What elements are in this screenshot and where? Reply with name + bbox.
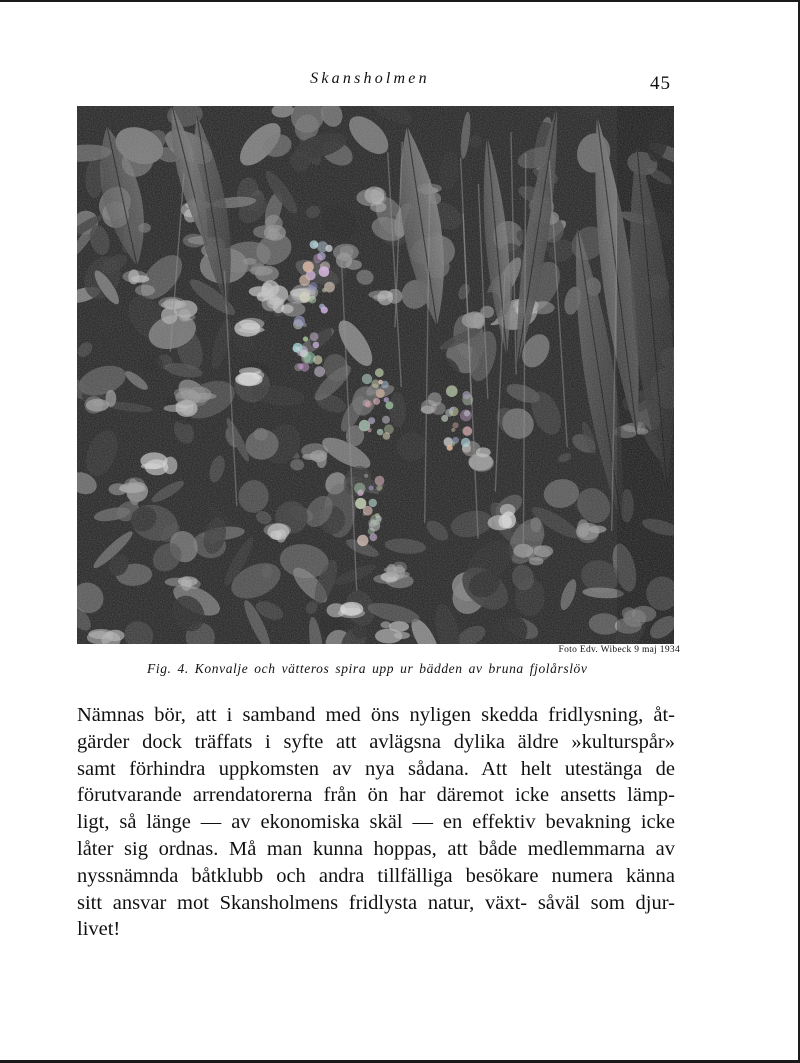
body-line: låter sig ordnas. Må man kunna hoppas, att både medlemmarna av (77, 837, 675, 860)
body-line: förutvarande arrendatorerna från ön har däremot icke ansetts lämp- (77, 784, 675, 807)
page-edge-top (0, 0, 800, 2)
body-line: Nämnas bör, att i samband med öns nyligen skedda fridlysning, åt- (77, 704, 675, 726)
body-line: samt förhindra uppkomsten av nya sådana. Att helt utestänga de (77, 757, 675, 780)
body-line: nyssnämnda båtklubb och andra tillfälliga besökare numera känna (77, 864, 675, 887)
running-head: Skansholmen (310, 70, 430, 87)
body-text (77, 702, 675, 943)
figure-caption: Fig. 4. Konvalje och vätteros spira upp ur bädden av bruna fjolårslöv (147, 661, 588, 676)
body-line: ligt, så länge — av ekonomiska skäl — en effektiv bevakning icke (77, 811, 675, 834)
page-number: 45 (650, 73, 671, 94)
body-line: livet! (77, 918, 121, 941)
figure-photo (77, 106, 674, 644)
body-line: sitt ansvar mot Skansholmens fridlysta natur, växt- såväl som djur- (77, 891, 675, 914)
photo-credit: Foto Edv. Wibeck 9 maj 1934 (558, 645, 680, 655)
body-line: gärder dock träffats i syfte att avlägsna dylika äldre »kulturspår» (77, 730, 675, 753)
